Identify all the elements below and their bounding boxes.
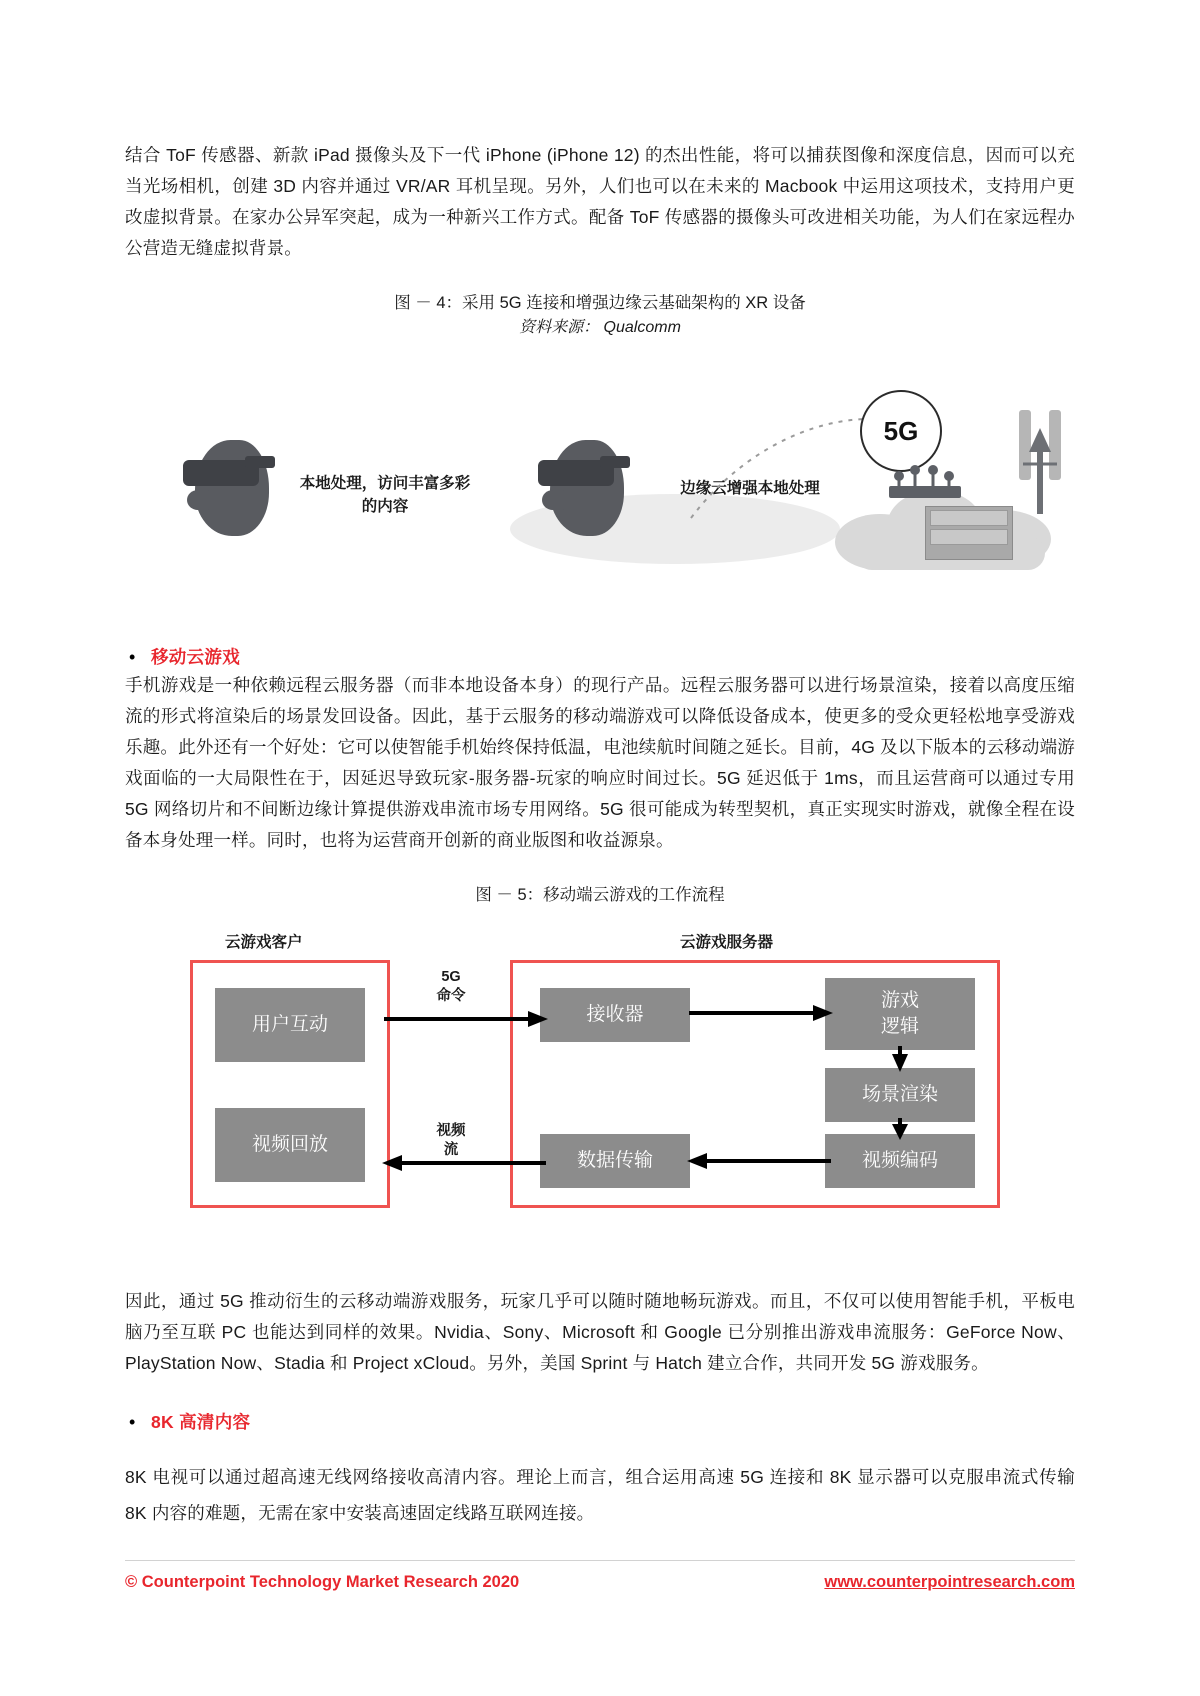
edge-server-rack-icon: [925, 506, 1013, 560]
figure5-box-game-logic: [825, 978, 975, 1050]
paragraph-8k-tv: 8K 电视可以通过超高速无线网络接收高清内容。理论上而言，组合运用高速 5G 连接和 8K 显示器可以克服串流式传输 8K 内容的难题，无需在家中安装高速固定线路互联网连接。: [125, 1467, 1075, 1523]
figure5-arrow-receiver-to-logic: [685, 998, 835, 1028]
paragraph-cloud-gaming: 手机游戏是一种依赖远程云服务器（而非本地设备本身）的现行产品。远程云服务器可以进行场景渲染，接着以高度压缩流的形式将渲染后的场景发回设备。因此，基于云服务的移动端游戏可以降低设备成本，使更多的受众更轻松地享受游戏乐趣。此外还有一个好处：它可以使智能手机始终保持低温，电池续航时间随之延长。目前，4G 及以下版本的云移动端游戏面临的一大局限性在于，因延迟导致玩家-服务器-玩家的响应时间过长。5G 延迟低于 1ms，而且运营商可以通过专用 5G 网络切片和不间断边缘计算提供游戏串流市场专用网络。5G 很可能成为转型契机，真正实现实时游戏，就像全程在设备本身处理一样。同时，也将为运营商开创新的商业版图和收益源泉。: [125, 675, 1075, 850]
footer-copyright: © Counterpoint Technology Market Research 2020: [125, 1573, 520, 1591]
router-antennas-icon: [885, 460, 965, 500]
vr-headset-head-left-icon: [185, 434, 281, 544]
figure5-label-command-line1: 5G: [441, 969, 461, 985]
bullet-mobile-cloud-gaming: [125, 644, 1075, 670]
figure5-box-data-transfer: 数据传输: [540, 1134, 690, 1188]
figure5-caption: 图 － 5：移动端云游戏的工作流程: [475, 886, 725, 904]
figure5-box-scene-render: 场景渲染: [825, 1068, 975, 1122]
figure5-box-game-logic-line2: 逻辑: [880, 1016, 919, 1037]
figure5-box-user-interaction: 用户互动: [215, 988, 365, 1062]
footer-website-link[interactable]: www.counterpointresearch.com: [824, 1573, 1075, 1591]
bullet-8k-content: [125, 1409, 1075, 1435]
figure5-label-video-line1: 视频: [436, 1123, 466, 1139]
figure4-5g-badge: 5G: [860, 390, 942, 472]
figure4-source: 资料来源： Qualcomm: [519, 319, 681, 336]
bullet-label-8k-content: 8K 高清内容: [151, 1412, 251, 1432]
bullet-label-mobile-cloud-gaming: 移动云游戏: [151, 647, 240, 667]
figure4-label-left-line2: 的内容: [361, 498, 409, 515]
paragraph-gaming-services: 因此，通过 5G 推动衍生的云移动端游戏服务，玩家几乎可以随时随地畅玩游戏。而且，不仅可以使用智能手机，平板电脑乃至互联 PC 也能达到同样的效果。Nvidia、Sony、Microsoft 和 Google 已分别推出游戏串流服务：GeForce Now、PlayStation Now、Stadia 和 Project xCloud。另外，美国 Sprint 与 Hatch 建立合作，共同开发 5G 游戏服务。: [125, 1291, 1075, 1373]
figure5-box-receiver: 接收器: [540, 988, 690, 1042]
figure5-title-server: 云游戏服务器: [680, 934, 774, 951]
figure5-box-video-encode: 视频编码: [825, 1134, 975, 1188]
figure5-arrow-encode-to-transfer: [685, 1146, 835, 1176]
bullet-marker-2: •: [129, 1412, 136, 1432]
page-footer: [125, 1560, 1075, 1592]
cell-tower-icon: [1005, 404, 1075, 524]
figure4-caption: 图 － 4：采用 5G 连接和增强边缘云基础架构的 XR 设备: [394, 294, 806, 312]
figure5-arrow-client-to-receiver: [380, 1004, 550, 1034]
figure5-arrow-server-to-client: [380, 1148, 550, 1178]
paragraph-tof-sensors: 结合 ToF 传感器、新款 iPad 摄像头及下一代 iPhone (iPhone 12) 的杰出性能，将可以捕获图像和深度信息，因而可以充当光场相机，创建 3D 内容并通过 VR/AR 耳机呈现。另外，人们也可以在未来的 Macbook 中运用这项技术，支持用户更改虚拟背景。在家办公异军突起，成为一种新兴工作方式。配备 ToF 传感器的摄像头可改进相关功能，为人们在家远程办公营造无缝虚拟背景。: [125, 145, 1075, 258]
figure4-label-left: [270, 472, 500, 518]
figure5-box-game-logic-line1: 游戏: [880, 990, 919, 1011]
figure5-label-command: [397, 968, 505, 1006]
figure5-label-command-line2: 命令: [436, 988, 466, 1004]
bullet-marker: •: [129, 647, 136, 667]
figure4-xr-devices: [125, 354, 1075, 614]
figure5-arrow-logic-to-render: [885, 1044, 915, 1074]
figure5-title-client: 云游戏客户: [225, 934, 303, 951]
document-content: [125, 140, 1075, 1531]
figure4-label-right: 边缘云增强本地处理: [680, 480, 820, 497]
figure5-box-video-playback: 视频回放: [215, 1108, 365, 1182]
figure5-arrow-render-to-encode: [885, 1116, 915, 1142]
figure5-cloud-gaming-flow: [125, 926, 1075, 1256]
vr-headset-head-right-icon: [540, 434, 636, 544]
figure5-label-video-line2: 流: [443, 1142, 459, 1158]
figure4-label-left-line1: 本地处理，访问丰富多彩: [299, 475, 471, 492]
